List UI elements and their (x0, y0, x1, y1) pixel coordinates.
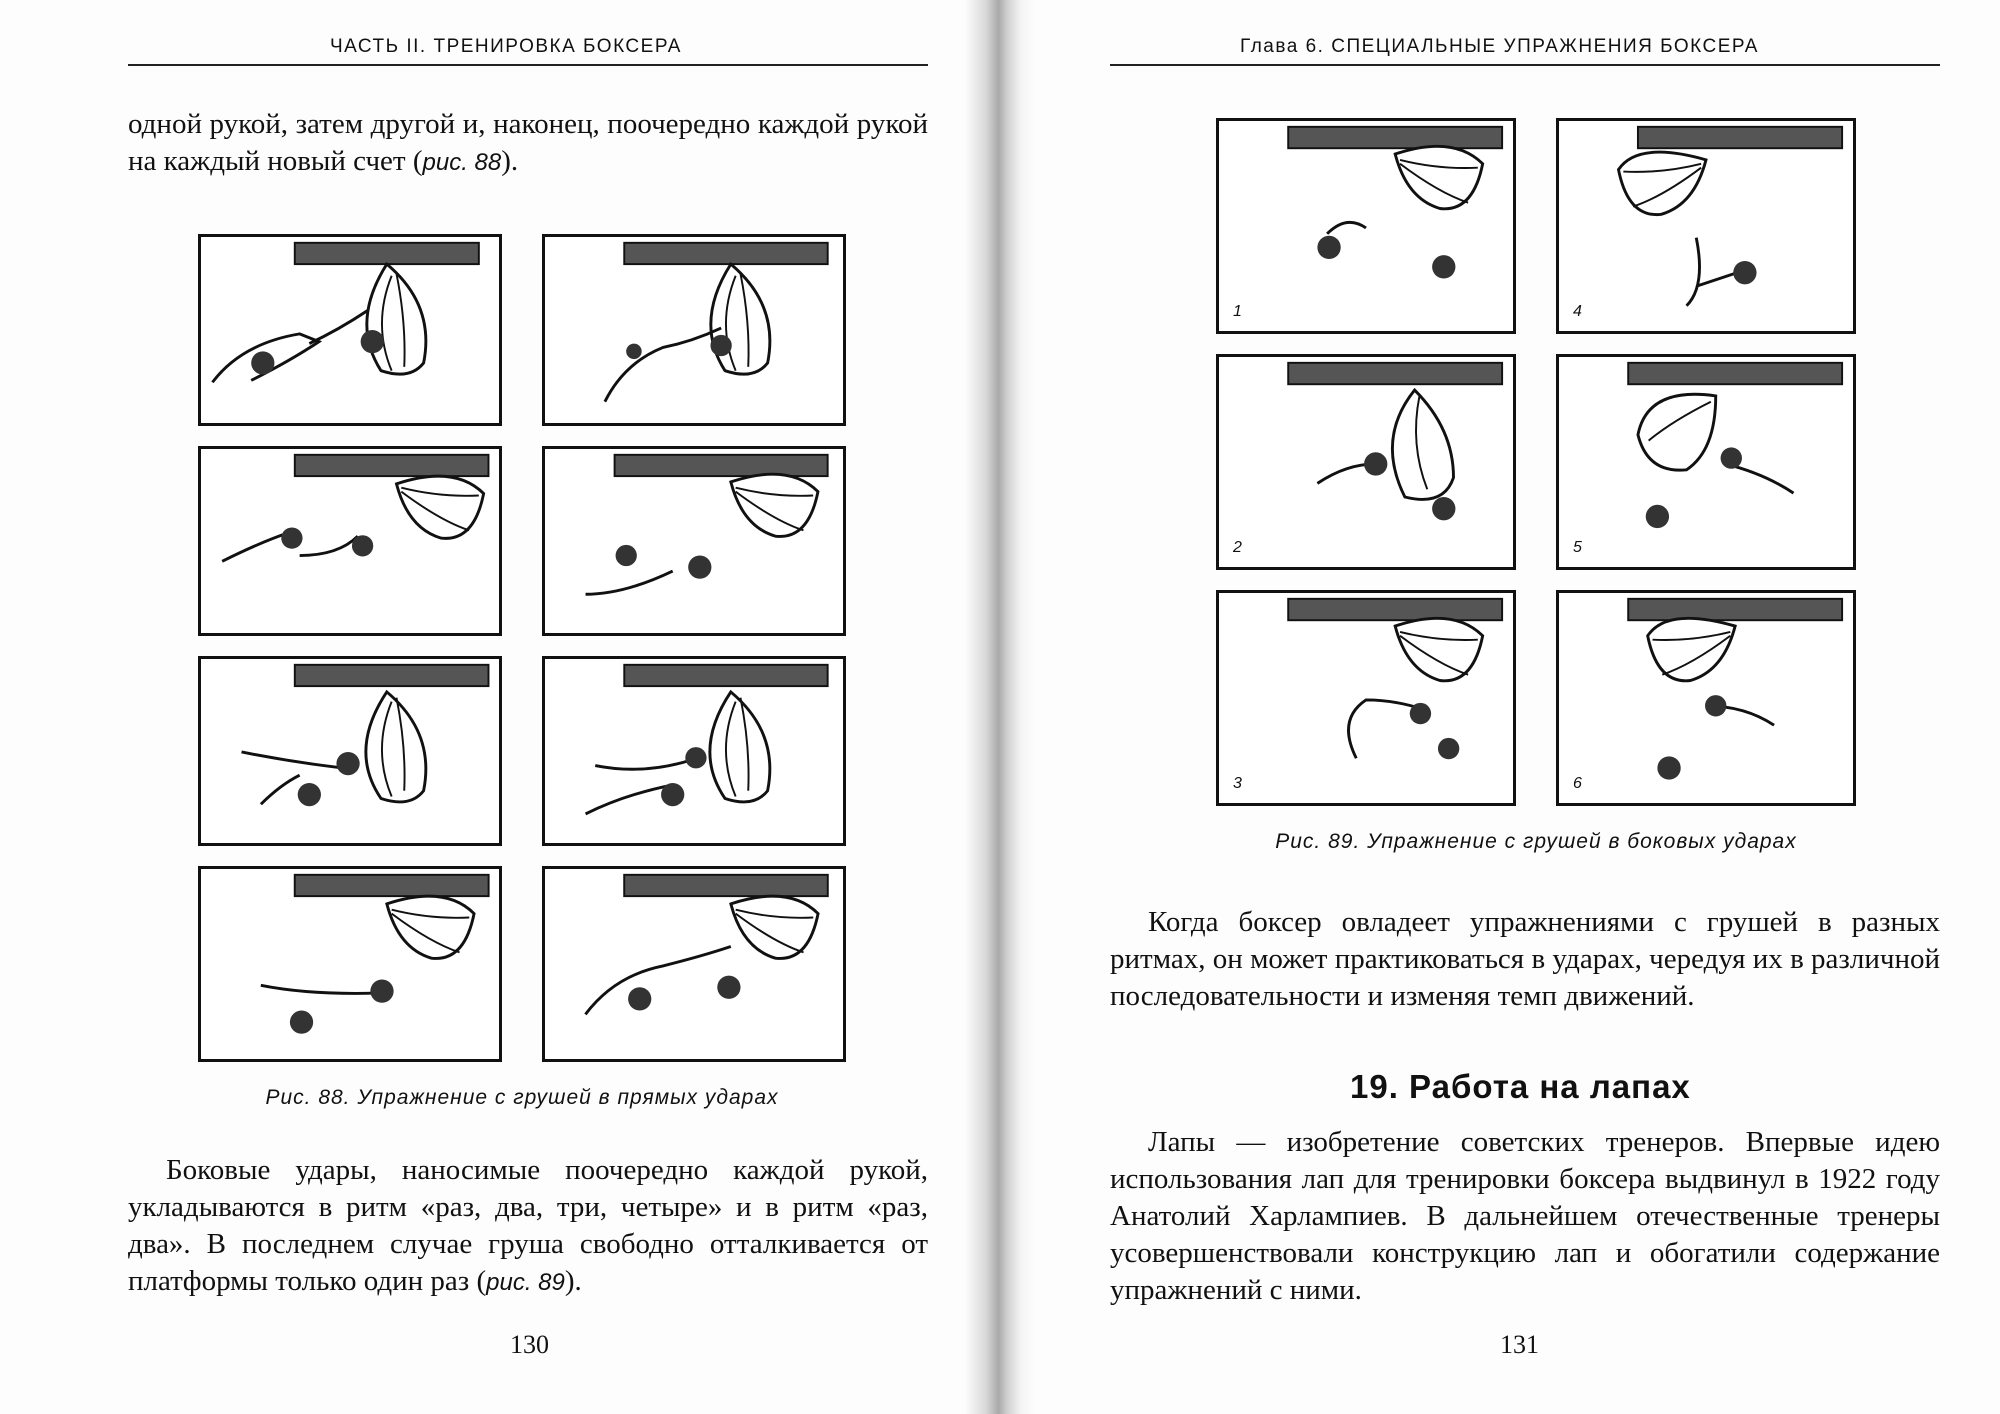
header-rule-left (128, 64, 928, 66)
figure-ref-89: рис. 89 (486, 1269, 565, 1296)
paragraph-bottom-end: ). (564, 1265, 582, 1297)
figure-88-panel (542, 866, 846, 1062)
right-page (1010, 0, 2000, 1414)
page-number-left: 130 (510, 1330, 549, 1359)
figure-88-panel (198, 446, 502, 636)
panel-number: 1 (1233, 303, 1242, 320)
running-head-right: Глава 6. СПЕЦИАЛЬНЫЕ УПРАЖНЕНИЯ БОКСЕРА (1240, 36, 1759, 57)
punching-bag-illustration (201, 659, 499, 843)
punching-bag-illustration (1559, 593, 1853, 803)
punching-bag-illustration (1219, 121, 1513, 331)
punching-bag-illustration (545, 869, 843, 1059)
figure-88-caption: Рис. 88. Упражнение с грушей в прямых ударах (265, 1086, 779, 1109)
paragraph-top-end: ). (501, 145, 519, 177)
running-head-left: ЧАСТЬ II. ТРЕНИРОВКА БОКСЕРА (330, 36, 682, 57)
punching-bag-illustration (1559, 121, 1853, 331)
punching-bag-illustration (201, 869, 499, 1059)
punching-bag-illustration (201, 237, 499, 423)
punching-bag-illustration (201, 449, 499, 633)
punching-bag-illustration (545, 237, 843, 423)
figure-88-panel (542, 234, 846, 426)
paragraph-top-text: одной рукой, затем другой и, наконец, поочередно каждой рукой на каждый новый счет ( (128, 108, 928, 177)
header-rule-right (1110, 64, 1940, 66)
left-page (0, 0, 990, 1414)
figure-89-panel (1556, 354, 1856, 570)
figure-89-panel (1216, 590, 1516, 806)
figure-89-panel (1556, 118, 1856, 334)
punching-bag-illustration (545, 449, 843, 633)
paragraph-bottom (128, 1152, 928, 1301)
figure-88-panel (198, 234, 502, 426)
panel-number: 5 (1573, 539, 1582, 556)
figure-88-panel (542, 656, 846, 846)
panel-number: 3 (1233, 775, 1242, 792)
figure-89-panel (1556, 590, 1856, 806)
figure-88-panel (198, 866, 502, 1062)
figure-89-panel (1216, 354, 1516, 570)
panel-number: 4 (1573, 303, 1582, 320)
panel-number: 2 (1233, 539, 1242, 556)
punching-bag-illustration (1219, 357, 1513, 567)
figure-88-panel (198, 656, 502, 846)
paragraph-top (128, 106, 928, 181)
paragraph-bottom-text: Боковые удары, наносимые поочередно каждой рукой, укладываются в ритм «раз, два, три, четыре» и в ритм «раз, два». В последнем случае груша свободно отталкивается от платформы только один раз ( (128, 1154, 928, 1297)
figure-88-panel (542, 446, 846, 636)
figure-ref-88: рис. 88 (422, 149, 502, 176)
panel-number: 6 (1573, 775, 1582, 792)
punching-bag-illustration (1559, 357, 1853, 567)
page-number-right: 131 (1500, 1330, 1539, 1359)
section-title: 19. Работа на лапах (1350, 1068, 1691, 1105)
figure-89-caption: Рис. 89. Упражнение с грушей в боковых ударах (1275, 830, 1797, 853)
punching-bag-illustration (545, 659, 843, 843)
paragraph-2: Лапы — изобретение советских тренеров. Впервые идею использования лап для тренировки боксера выдвинул в 1922 году Анатолий Харлампиев. В дальнейшем отечественные тренеры усовершенствовали конструкцию лап и обогатили содержание упражнений с ними. (1110, 1126, 1940, 1306)
book-gutter (965, 0, 1035, 1414)
punching-bag-illustration (1219, 593, 1513, 803)
figure-89-panel (1216, 118, 1516, 334)
paragraph-1: Когда боксер овладеет упражнениями с грушей в разных ритмах, он может практиковаться в ударах, чередуя их в различной последовательности и изменяя темп движений. (1110, 906, 1940, 1012)
